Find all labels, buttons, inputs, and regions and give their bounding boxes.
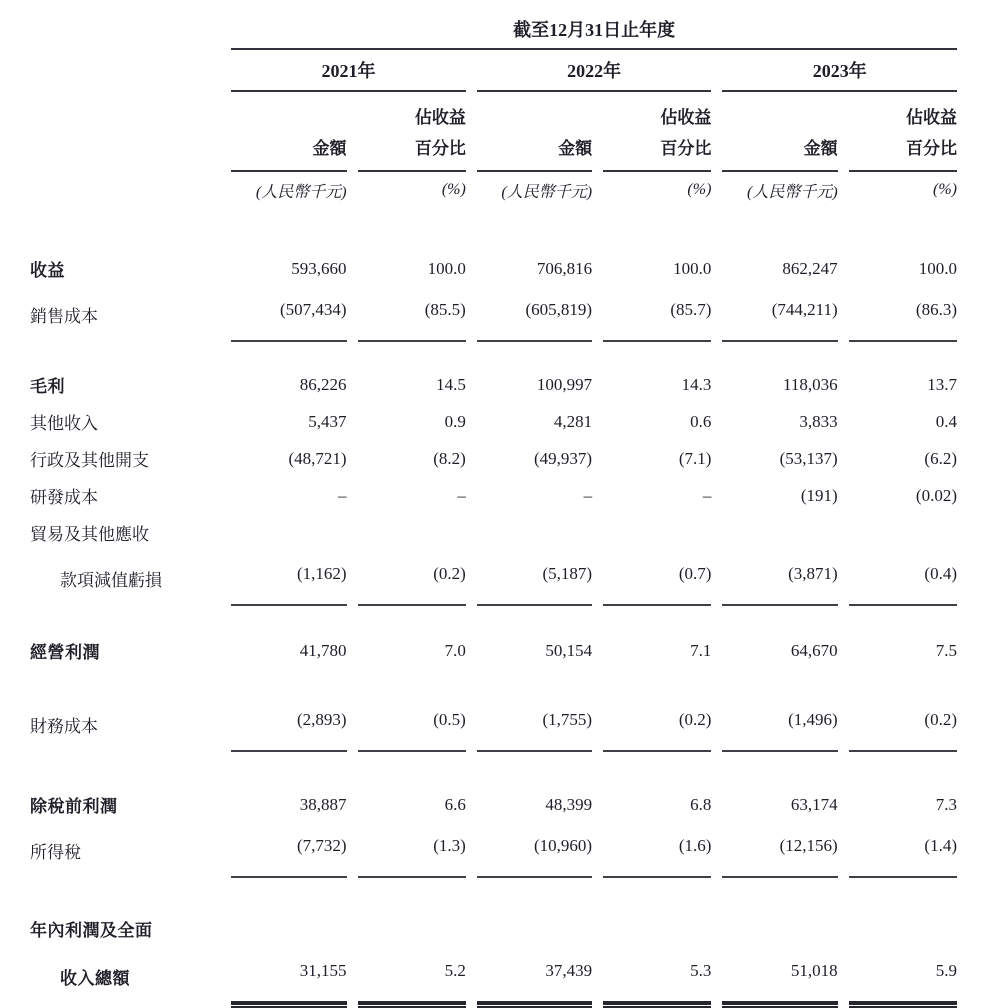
units-row-spacer <box>30 172 220 208</box>
cell-2023-amount: 3,833 <box>799 411 838 431</box>
cell-2022-amount: (5,187) <box>477 551 592 606</box>
cell-2022-amount: 37,439 <box>477 947 592 1005</box>
cell-2022-pct: (1.6) <box>603 823 711 878</box>
title-row-spacer <box>30 4 220 50</box>
units-pct-2021: (%) <box>441 181 466 198</box>
row-gross-profit <box>30 366 957 403</box>
cell-2022-amount: – <box>583 485 593 505</box>
row-profit-and-comprehensive-income-total <box>30 947 957 1005</box>
cell-2023-pct: (0.4) <box>849 551 957 606</box>
cell-2022-pct: 6.8 <box>690 794 712 814</box>
amount-header-label: 金額 <box>558 139 593 158</box>
cell-2021-pct: (85.5) <box>358 287 466 342</box>
row-cost-of-sales <box>30 287 957 342</box>
cell-2023-amount: 862,247 <box>782 258 838 278</box>
units-pct-2022: (%) <box>687 181 712 198</box>
row-trade-receivables-impairment-line1 <box>30 514 957 551</box>
row-label: 貿易及其他應收 <box>30 525 149 544</box>
cell-2021-amount: 86,226 <box>299 374 347 394</box>
row-trade-receivables-impairment-line2 <box>30 551 957 606</box>
row-rd-costs <box>30 477 957 514</box>
cell-2022-amount: (49,937) <box>534 448 593 468</box>
cell-2023-amount: (12,156) <box>722 823 837 878</box>
cell-2023-pct: (86.3) <box>849 287 957 342</box>
cell-2021-pct: – <box>457 485 466 505</box>
row-label: 財務成本 <box>30 717 98 736</box>
row-label: 所得稅 <box>30 843 81 862</box>
pct-header-line2: 百分比 <box>660 139 712 158</box>
cell-2022-pct: 7.1 <box>690 640 712 660</box>
cell-2023-amount: 51,018 <box>722 947 837 1005</box>
section-spacer <box>30 878 957 910</box>
cell-2023-amount: (1,496) <box>722 697 837 752</box>
year-2022-header: 2022年 <box>477 50 712 92</box>
row-revenue <box>30 250 957 287</box>
cell-2021-amount: (507,434) <box>231 287 346 342</box>
cell-2023-amount: 64,670 <box>790 640 838 660</box>
column-header-row <box>30 92 957 172</box>
pct-header-line1: 佔收益 <box>414 108 466 127</box>
cell-2022-amount: (605,819) <box>477 287 592 342</box>
row-label: 銷售成本 <box>30 307 98 326</box>
cell-2021-amount: 5,437 <box>308 411 347 431</box>
row-label: 款項減值虧損 <box>60 571 162 590</box>
row-income-tax <box>30 823 957 878</box>
cell-2023-pct: (1.4) <box>849 823 957 878</box>
amount-header-2023 <box>722 92 837 172</box>
units-row <box>30 172 957 208</box>
title-row <box>30 4 957 50</box>
section-spacer <box>30 669 957 697</box>
units-pct-2023: (%) <box>933 181 957 198</box>
cell-2023-amount: (3,871) <box>722 551 837 606</box>
pct-header-line1: 佔收益 <box>906 108 957 127</box>
cell-2022-pct: (0.2) <box>603 697 711 752</box>
row-label: 收入總額 <box>60 968 130 989</box>
row-other-income <box>30 403 957 440</box>
section-spacer <box>30 208 957 250</box>
row-label: 除稅前利潤 <box>30 797 118 817</box>
cell-2023-pct: 7.5 <box>935 640 957 660</box>
cell-2021-pct: 5.2 <box>358 947 466 1005</box>
column-header-spacer <box>30 92 220 172</box>
cell-2023-amount: 118,036 <box>783 374 838 394</box>
row-label: 年內利潤及全面 <box>30 921 153 941</box>
year-2023-header: 2023年 <box>722 50 957 92</box>
table-title: 截至12月31日止年度 <box>231 4 957 50</box>
cell-2023-pct: 7.3 <box>935 794 957 814</box>
cell-2021-amount: 593,660 <box>291 258 347 278</box>
cell-2023-amount: (191) <box>800 485 838 505</box>
cell-2023-pct: (0.02) <box>915 485 957 505</box>
year-header-row <box>30 50 957 92</box>
cell-2021-amount: 41,780 <box>299 640 347 660</box>
cell-2022-pct: 100.0 <box>673 258 712 278</box>
pct-header-2023 <box>849 92 957 172</box>
cell-2021-pct: 6.6 <box>444 794 466 814</box>
cell-2023-amount: (53,137) <box>779 448 838 468</box>
amount-header-label: 金額 <box>803 139 838 158</box>
cell-2021-amount: (7,732) <box>231 823 346 878</box>
cell-2021-amount: 38,887 <box>299 794 347 814</box>
cell-2021-pct: 14.5 <box>436 374 466 394</box>
cell-2023-pct: 13.7 <box>927 374 957 394</box>
amount-header-2022 <box>477 92 592 172</box>
cell-2021-amount: (1,162) <box>231 551 346 606</box>
row-finance-costs <box>30 697 957 752</box>
cell-2022-amount: 50,154 <box>545 640 593 660</box>
cell-2022-pct: – <box>702 485 712 505</box>
cell-2021-amount: 31,155 <box>231 947 346 1005</box>
income-statement-table <box>19 4 968 1005</box>
cell-2022-pct: 14.3 <box>681 374 712 394</box>
pct-header-2021 <box>358 92 466 172</box>
pct-header-line2: 百分比 <box>906 139 957 158</box>
row-label: 毛利 <box>30 377 65 397</box>
row-operating-profit <box>30 632 957 669</box>
pct-header-2022 <box>603 92 711 172</box>
row-label: 其他收入 <box>30 414 98 433</box>
units-amount-2023: (人民幣千元) <box>746 183 838 201</box>
cell-2022-pct: 5.3 <box>603 947 711 1005</box>
cell-2023-pct: 100.0 <box>918 258 957 278</box>
year-row-spacer <box>30 50 220 92</box>
cell-2021-pct: (0.2) <box>358 551 466 606</box>
section-spacer <box>30 752 957 786</box>
row-label: 行政及其他開支 <box>30 451 149 470</box>
cell-2023-amount: (744,211) <box>722 287 837 342</box>
units-amount-2022: (人民幣千元) <box>501 183 593 201</box>
cell-2023-pct: 0.4 <box>935 411 957 431</box>
cell-2022-amount: 48,399 <box>545 794 593 814</box>
cell-2022-amount: 100,997 <box>536 374 593 394</box>
units-amount-2021: (人民幣千元) <box>255 183 347 201</box>
cell-2021-pct: 7.0 <box>444 640 466 660</box>
amount-header-label: 金額 <box>312 139 347 158</box>
cell-2022-amount: 706,816 <box>536 258 593 278</box>
row-label: 經營利潤 <box>30 643 100 663</box>
cell-2022-pct: (0.7) <box>603 551 711 606</box>
cell-2021-amount: (48,721) <box>288 448 347 468</box>
cell-2021-pct: (1.3) <box>358 823 466 878</box>
cell-2021-pct: (8.2) <box>433 448 466 468</box>
cell-2022-pct: 0.6 <box>690 411 712 431</box>
cell-2023-pct: (0.2) <box>849 697 957 752</box>
row-admin-and-other-expenses <box>30 440 957 477</box>
section-spacer <box>30 342 957 366</box>
row-profit-and-comprehensive-income-line1 <box>30 910 957 947</box>
pct-header-line1: 佔收益 <box>660 108 712 127</box>
amount-header-2021 <box>231 92 346 172</box>
cell-2022-amount: (1,755) <box>477 697 592 752</box>
year-2021-header: 2021年 <box>231 50 466 92</box>
pct-header-line2: 百分比 <box>414 139 466 158</box>
cell-2021-pct: 100.0 <box>427 258 466 278</box>
cell-2021-pct: 0.9 <box>444 411 466 431</box>
row-label: 收益 <box>30 261 65 281</box>
row-label: 研發成本 <box>30 488 98 507</box>
cell-2023-pct: (6.2) <box>924 448 957 468</box>
cell-2022-amount: (10,960) <box>477 823 592 878</box>
cell-2022-pct: (85.7) <box>603 287 711 342</box>
cell-2021-amount: – <box>338 485 347 505</box>
cell-2022-pct: (7.1) <box>678 448 712 468</box>
cell-2023-pct: 5.9 <box>849 947 957 1005</box>
section-spacer <box>30 606 957 632</box>
cell-2023-amount: 63,174 <box>790 794 838 814</box>
cell-2021-pct: (0.5) <box>358 697 466 752</box>
cell-2021-amount: (2,893) <box>231 697 346 752</box>
cell-2022-amount: 4,281 <box>553 411 593 431</box>
row-profit-before-tax <box>30 786 957 823</box>
